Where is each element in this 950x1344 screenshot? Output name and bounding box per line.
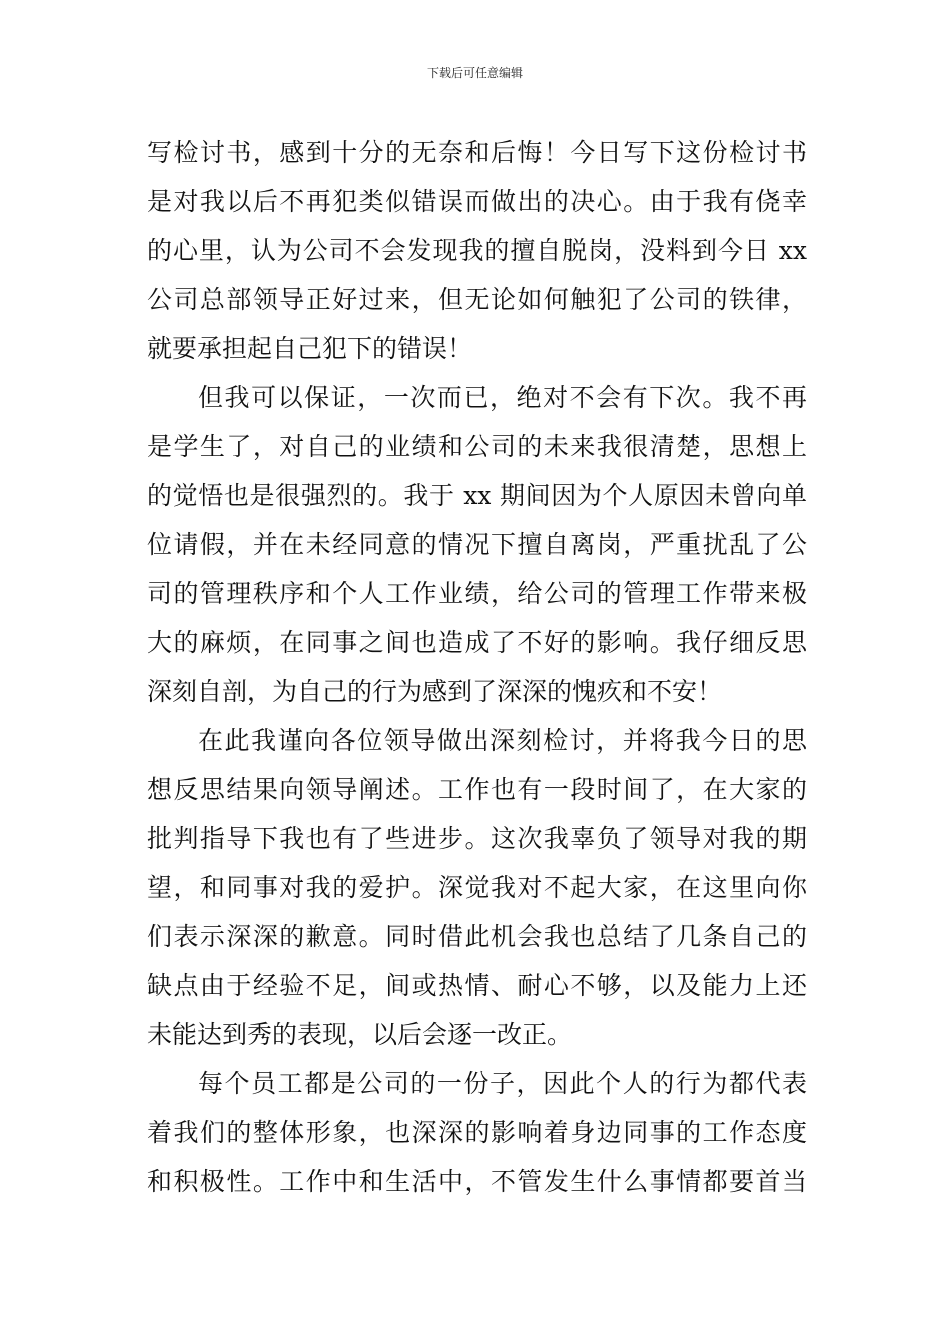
text-line: 想反思结果向领导阐述。工作也有一段时间了，在大家的 <box>147 775 807 804</box>
text-line: 的心里，认为公司不会发现我的擅自脱岗，没料到今日 xx <box>147 236 807 265</box>
text-line: 们表示深深的歉意。同时借此机会我也总结了几条自己的 <box>147 922 807 951</box>
text-line: 司的管理秩序和个人工作业绩，给公司的管理工作带来极 <box>147 579 807 608</box>
text-line: 望，和同事对我的爱护。深觉我对不起大家，在这里向你 <box>147 873 807 902</box>
text-line: 的觉悟也是很强烈的。我于 xx 期间因为个人原因未曾向单 <box>147 481 807 510</box>
text-line: 公司总部领导正好过来，但无论如何触犯了公司的铁律， <box>147 285 807 314</box>
text-line: 位请假，并在未经同意的情况下擅自离岗，严重扰乱了公 <box>147 530 807 559</box>
text-line: 写检讨书，感到十分的无奈和后悔！今日写下这份检讨书 <box>147 138 807 167</box>
page-header: 下载后可任意编辑 <box>426 66 523 80</box>
text-line: 大的麻烦，在同事之间也造成了不好的影响。我仔细反思 <box>147 628 807 657</box>
body-text <box>147 128 807 1206</box>
text-line: 着我们的整体形象，也深深的影响着身边同事的工作态度 <box>147 1118 807 1147</box>
text-line: 未能达到秀的表现，以后会逐一改正。 <box>147 1020 573 1049</box>
text-line: 深刻自剖，为自己的行为感到了深深的愧疚和不安！ <box>147 677 723 706</box>
text-line: 是对我以后不再犯类似错误而做出的决心。由于我有侥幸 <box>147 187 807 216</box>
text-line: 批判指导下我也有了些进步。这次我辜负了领导对我的期 <box>147 824 807 853</box>
text-line: 在此我谨向各位领导做出深刻检讨，并将我今日的思 <box>198 726 807 755</box>
text-line: 是学生了，对自己的业绩和公司的未来我很清楚，思想上 <box>147 432 807 461</box>
text-line: 每个员工都是公司的一份子，因此个人的行为都代表 <box>198 1069 807 1098</box>
text-line: 和积极性。工作中和生活中，不管发生什么事情都要首当 <box>147 1167 807 1196</box>
text-line: 缺点由于经验不足，间或热情、耐心不够，以及能力上还 <box>147 971 807 1000</box>
text-line: 但我可以保证，一次而已，绝对不会有下次。我不再 <box>198 383 807 412</box>
text-line: 就要承担起自己犯下的错误！ <box>147 334 473 363</box>
